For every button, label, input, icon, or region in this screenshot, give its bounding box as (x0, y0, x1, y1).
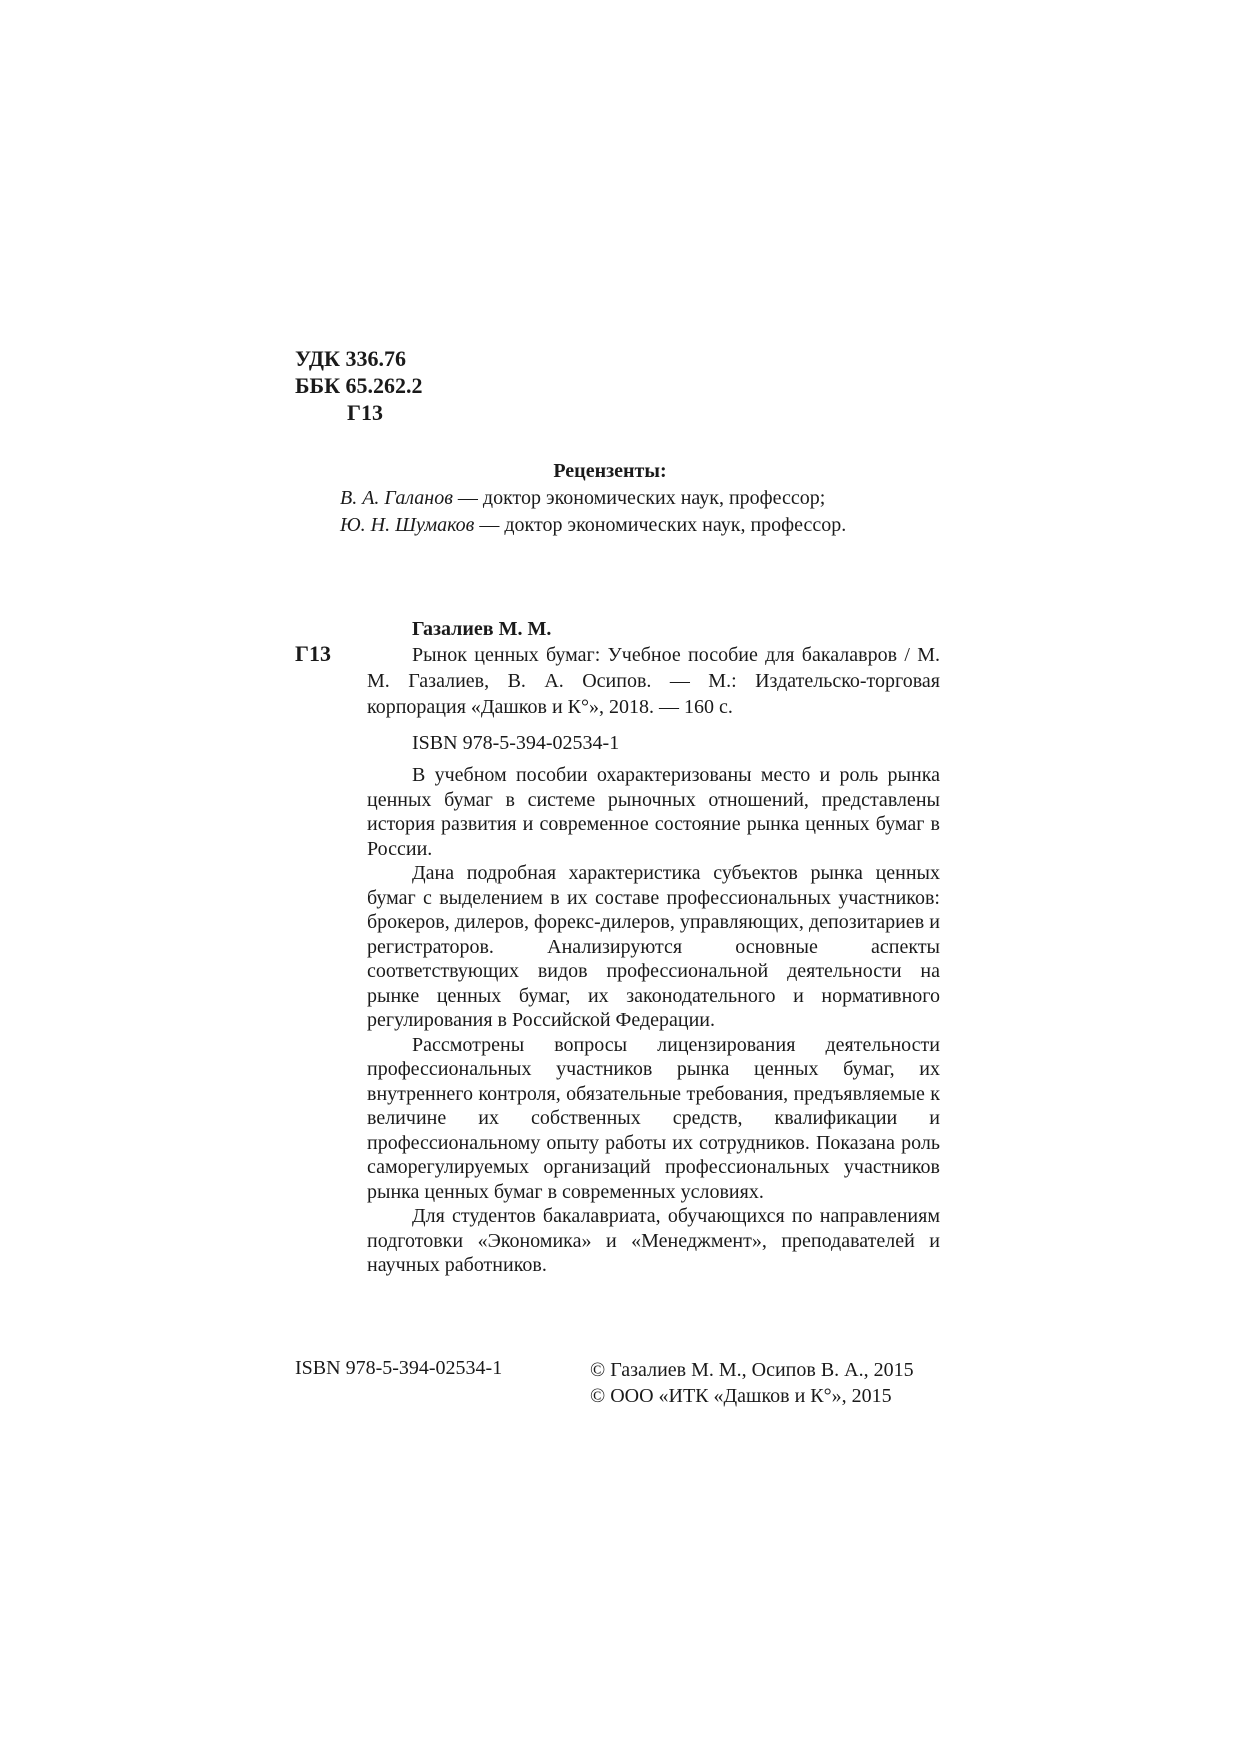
copyright-publisher: © ООО «ИТК «Дашков и К°», 2015 (590, 1385, 892, 1407)
abstract-paragraph: Рассмотрены вопросы лицензирования деятельности профессиональных участников рынка ценных бумаг, их внутреннего контроля, обязательные требования, предъявляемые к величине их собственных средств, квалификации и профессиональному опыту работы их сотрудников. Показана роль саморегулируемых организаций профессиональных участников рынка ценных бумаг в современных условиях. (367, 1033, 940, 1203)
reviewer-item (340, 512, 940, 539)
classification-codes (295, 345, 423, 426)
book-reference: Рынок ценных бумаг: Учебное пособие для бакалавров / М. М. Газалиев, В. А. Осипов. — М.: Издательско-торговая корпорация «Дашков и К°», 2018. — 160 с. (367, 644, 940, 718)
reviewers-title: Рецензенты: (553, 460, 667, 482)
reviewer-desc: — доктор экономических наук, профессор. (474, 514, 847, 536)
copyright-authors: © Газалиев М. М., Осипов В. А., 2015 (590, 1359, 914, 1381)
reviewer-desc: — доктор экономических наук, профессор; (452, 487, 826, 509)
book-author: Газалиев М. М. (412, 618, 552, 640)
abstract-paragraph: Дана подробная характеристика субъектов рынка ценных бумаг с выделением в их составе профессиональных участников: брокеров, дилеров, форекс-дилеров, управляющих, депозитариев и регистраторов. Анализируются основные аспекты соответствующих видов профессиональной деятельности на рынке ценных бумаг, их законодательного и нормативного регулирования в Российской Федерации. (367, 862, 940, 1031)
bibliography-sign: Г13 (295, 641, 331, 666)
bibliographic-record (367, 616, 940, 756)
bbk-code: ББК 65.262.2 (295, 373, 423, 398)
reviewers-block (340, 458, 940, 539)
abstract-paragraph: Для студентов бакалавриата, обучающихся по направлениям подготовки «Экономика» и «Менеджмент», преподавателей и научных работников. (367, 1205, 940, 1276)
reviewer-name: В. А. Галанов (340, 487, 453, 509)
footer-isbn: ISBN 978-5-394-02534-1 (295, 1357, 503, 1379)
author-sign: Г13 (347, 400, 383, 425)
reviewer-name: Ю. Н. Шумаков (340, 514, 475, 536)
copyright-block (590, 1357, 914, 1409)
reviewer-item (340, 485, 940, 512)
udk-code: УДК 336.76 (295, 346, 407, 371)
book-isbn: ISBN 978-5-394-02534-1 (412, 732, 620, 754)
abstract-block (367, 763, 940, 1278)
abstract-paragraph: В учебном пособии охарактеризованы место и роль рынка ценных бумаг в системе рыночных отношений, представлены история развития и современное состояние рынка ценных бумаг в России. (367, 764, 940, 860)
